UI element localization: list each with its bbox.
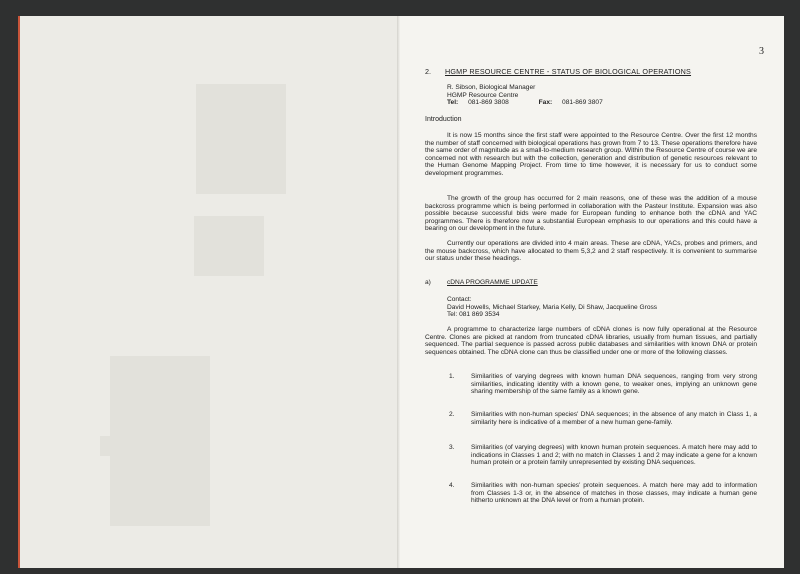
contact-label: Contact: <box>447 296 472 303</box>
show-through-logo <box>100 436 160 456</box>
section-number: 2. <box>425 67 431 76</box>
show-through-image <box>196 84 286 194</box>
section-heading <box>425 68 691 76</box>
fax-label: Fax: <box>538 99 553 107</box>
author-org: HGMP Resource Centre <box>447 91 519 99</box>
list-text: Similarities (of varying degrees) with known human protein sequences. A match here may add to indications in Classes 1 and 2; with no match in Classes 1 and 2 may indicate a gene for a known human protein or a protein family unrepresented by existing DNA sequences. <box>471 444 757 467</box>
list-number: 1. <box>449 373 455 380</box>
list-text: Similarities of varying degrees with known human DNA sequences, ranging from very strong similarities, indicating identity with a known gene, to weaker ones, implying an unknown gene sharing membership of the same family as a known gene. <box>471 373 757 396</box>
subsection-heading <box>425 279 538 287</box>
section-title: HGMP RESOURCE CENTRE - STATUS OF BIOLOGICAL OPERATIONS <box>445 67 692 76</box>
list-number: 4. <box>449 482 455 489</box>
list-text: Similarities with non-human species' DNA sequences; in the absence of any match in Class 1, a similarity here is indicative of a member of a new human gene-family. <box>471 411 757 426</box>
subsection-label: a) <box>425 279 431 286</box>
paragraph: It is now 15 months since the first staff were appointed to the Resource Centre. Over the first 12 months the number of staff concerned with biological operations has grown from 7 to 13. These operations therefore have the same order of magnitude as a small-to-medium research group. Within the Resource Centre of course we are concerned not with research but with the collection, generation and distribution of genetic resources relevant to the Human Genome Mapping Project. From time to time however, it is necessary for us to conduct some development programmes. <box>425 132 757 177</box>
document-page <box>400 16 784 568</box>
author-phone <box>447 99 603 107</box>
tel-label: Tel: <box>447 99 459 107</box>
list-number: 2. <box>449 411 455 418</box>
fax-number: 081-869 3807 <box>562 99 603 107</box>
contact-block <box>447 296 657 319</box>
contact-names: David Howells, Michael Starkey, Maria Kelly, Di Shaw, Jacqueline Gross <box>447 303 658 311</box>
paragraph: The growth of the group has occurred for 2 main reasons, one of these was the addition of a mouse backcross programme which is being performed in collaboration with the Pasteur Institute. Expansion was also possible because successful bids were made for European funding to enhance both the cDNA and YAC programmes. There is therefore now a substantial European emphasis to our operations and this could have a bearing on our development in the future. <box>425 195 757 233</box>
author-name: R. Sibson, Biological Manager <box>447 84 536 91</box>
paragraph: Currently our operations are divided into 4 main areas. These are cDNA, YACs, probes and primers, and the mouse backcross, which have allocated to them 5,3,2 and 2 staff respectively. It is convenient to summarise our status under these headings. <box>425 240 757 263</box>
list-text: Similarities with non-human species' protein sequences. A match here may add to information from Classes 1-3 or, in the absence of matches in those classes, may indicate a human gene hitherto unknown at the DNA level or from a human protein. <box>471 482 757 505</box>
tel-number: 081-869 3808 <box>468 99 509 107</box>
paragraph: A programme to characterize large numbers of cDNA clones is now fully operational at the Resource Centre. Clones are picked at random from truncated cDNA libraries, usually from human tissues, and partially sequenced. The partial sequence is passed across public databases and similarities with known DNA or protein sequences obtained. The cDNA clone can thus be classified under one or more of the following classes. <box>425 326 757 356</box>
author-block <box>447 84 603 107</box>
intro-heading: Introduction <box>425 116 462 123</box>
contact-tel: Tel: 081 869 3534 <box>447 311 500 319</box>
left-page <box>18 16 400 568</box>
show-through-image <box>194 216 264 276</box>
list-number: 3. <box>449 444 455 451</box>
subsection-title: cDNA PROGRAMME UPDATE <box>447 279 538 286</box>
page-number: 3 <box>759 46 764 57</box>
